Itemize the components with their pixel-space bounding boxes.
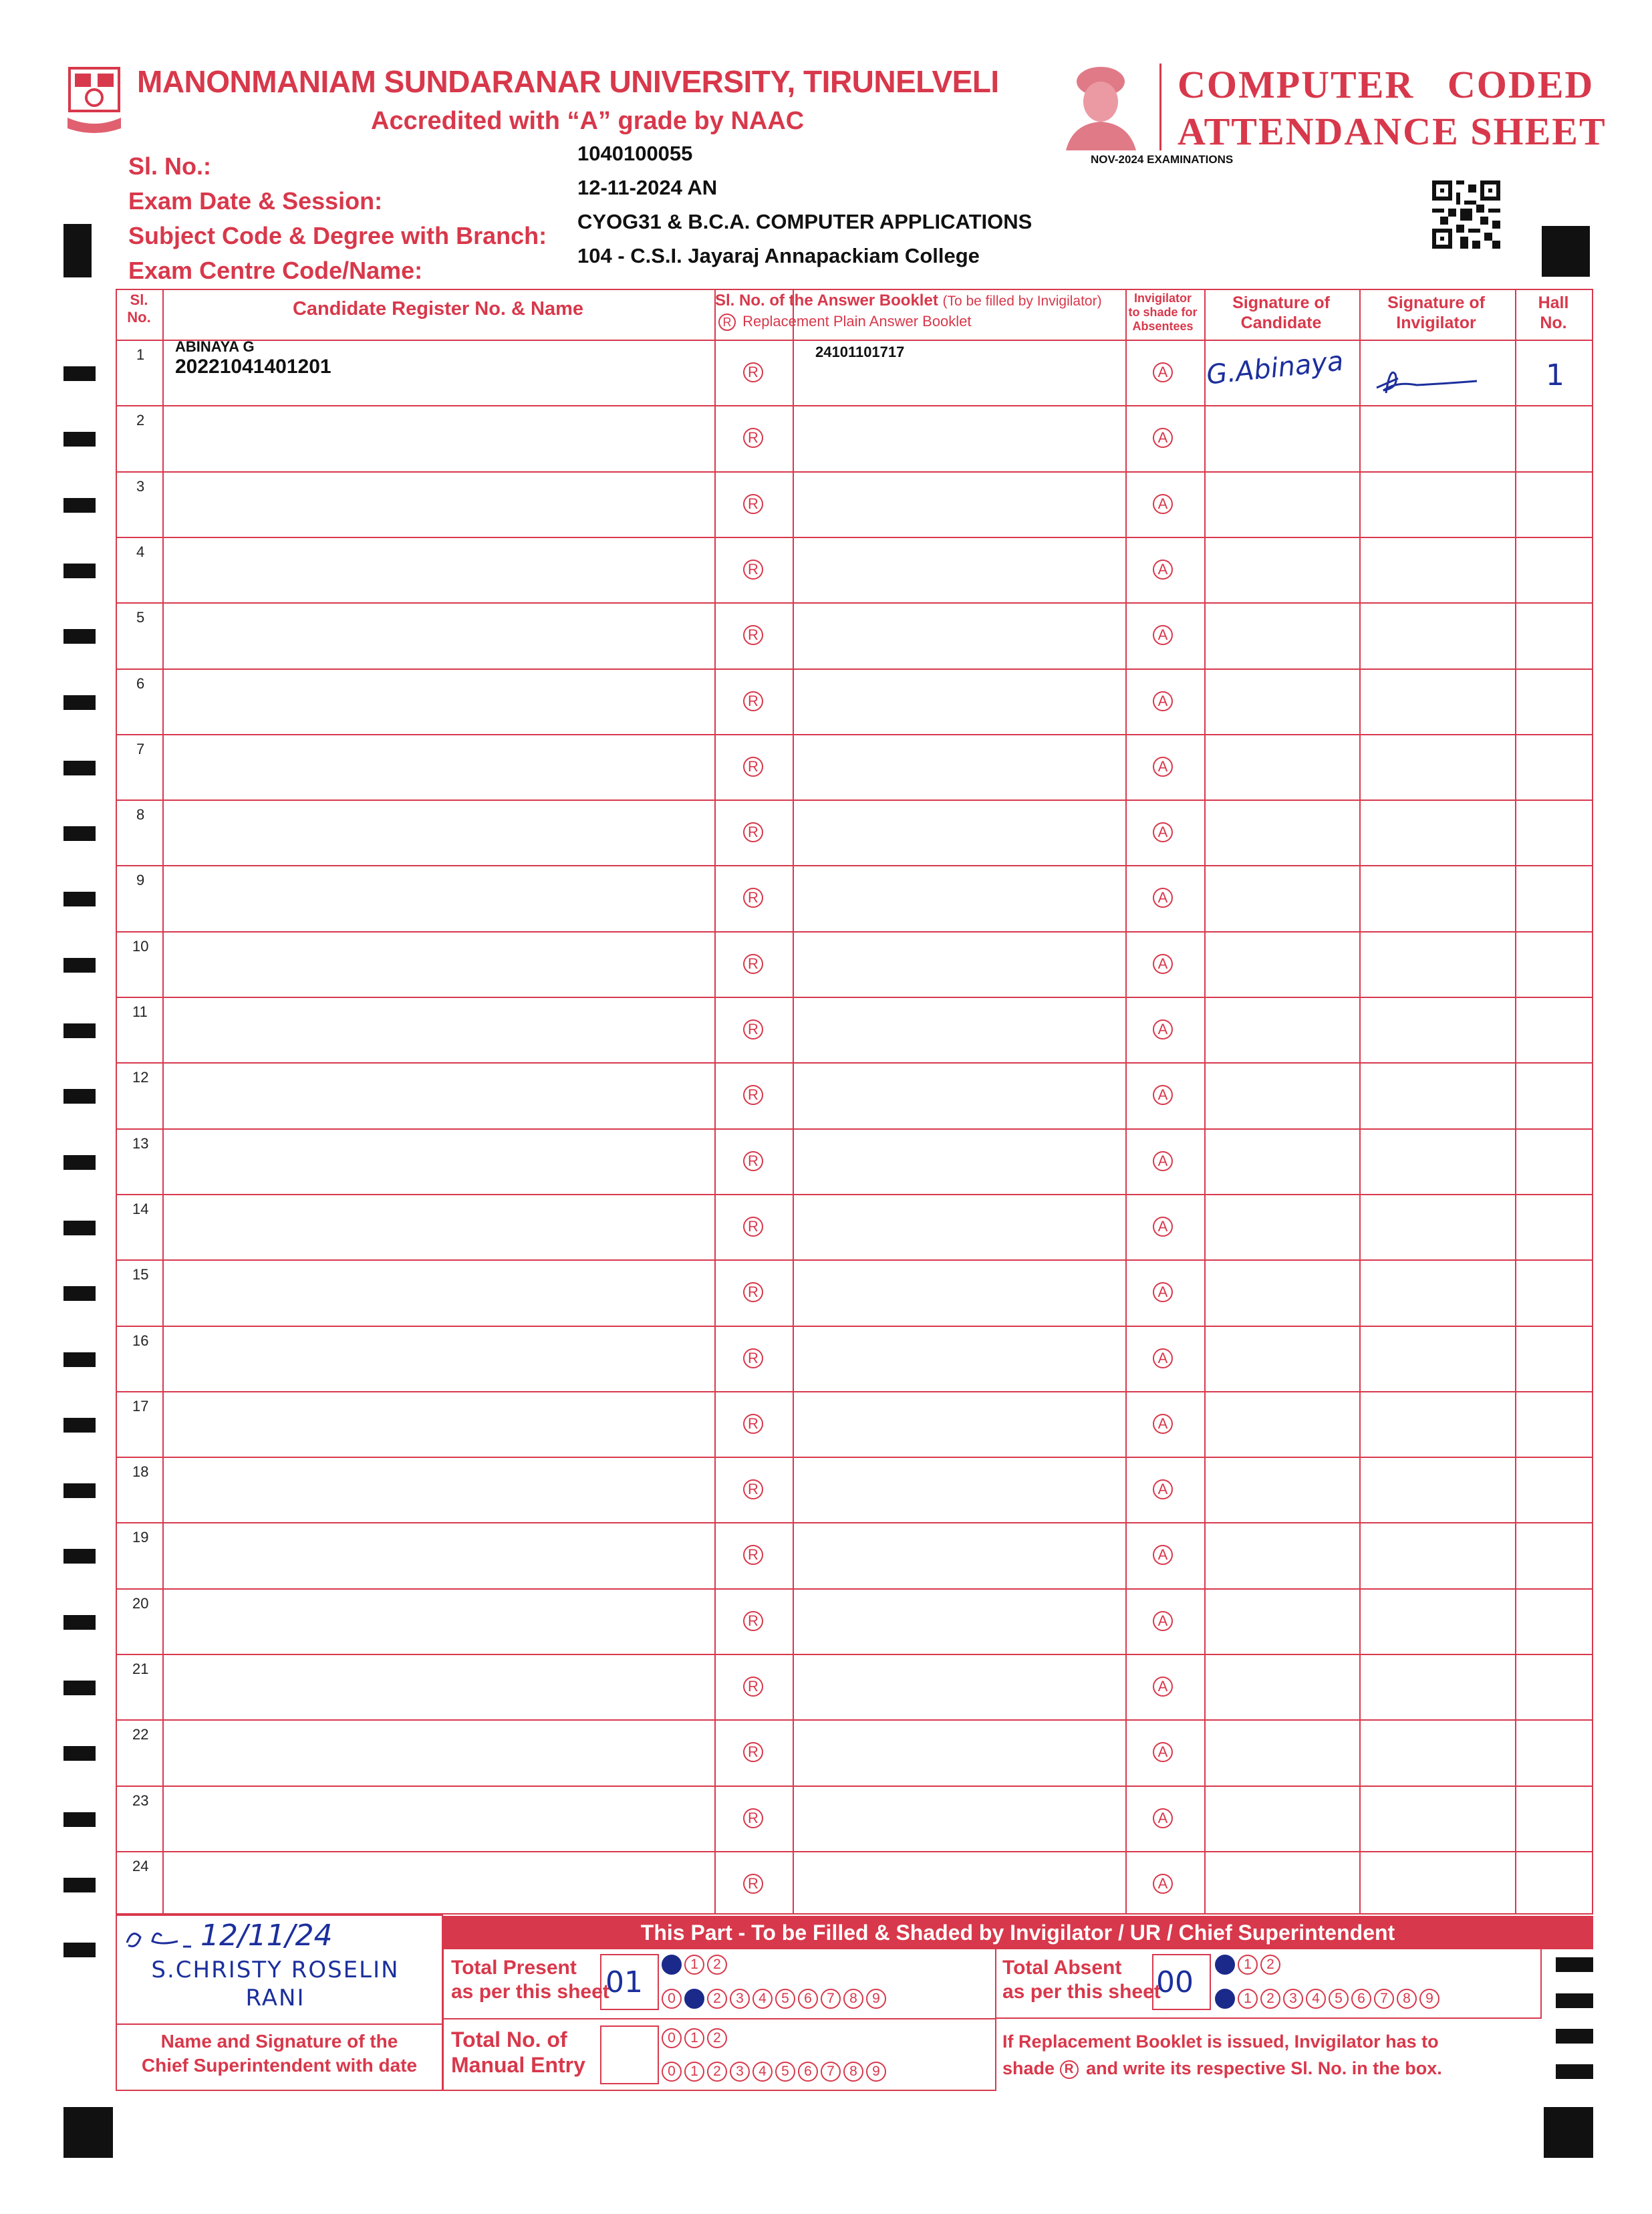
exam-date-label: Exam Date & Session: (128, 187, 383, 215)
absentee-bubble[interactable]: A (1153, 625, 1173, 645)
row-sl-no: 5 (136, 609, 145, 626)
row-divider (117, 800, 1592, 801)
absentee-bubble[interactable]: A (1153, 691, 1173, 711)
footer-banner (442, 1916, 1593, 1949)
row-divider (117, 1851, 1592, 1852)
replacement-bubble[interactable]: R (743, 1874, 763, 1894)
digit-bubble[interactable]: 2 (1260, 1989, 1280, 2009)
absentee-bubble[interactable]: A (1153, 822, 1173, 842)
row-divider (117, 340, 1592, 341)
digit-bubble[interactable]: 9 (866, 1989, 886, 2009)
digit-bubble[interactable]: 5 (775, 1989, 795, 2009)
timing-mark (63, 1352, 96, 1367)
timing-mark (63, 1812, 96, 1827)
absentee-bubble[interactable]: A (1153, 1479, 1173, 1499)
timing-mark (63, 629, 96, 644)
digit-bubble[interactable]: 9 (1419, 1989, 1439, 2009)
chief-signature-date: 12/11/24 (200, 1919, 333, 1953)
header-booklet (715, 291, 1123, 310)
row-divider (117, 1326, 1592, 1327)
row-sl-no: 17 (132, 1397, 149, 1414)
absentee-bubble[interactable]: A (1153, 757, 1173, 777)
founder-portrait (1059, 60, 1143, 150)
replacement-bubble[interactable]: R (743, 1414, 763, 1434)
digit-bubble[interactable]: 0 (662, 2028, 682, 2048)
digit-bubble[interactable]: 2 (707, 2062, 727, 2082)
replacement-bubble[interactable]: R (743, 1282, 763, 1302)
digit-bubble[interactable]: 2 (1260, 1955, 1280, 1975)
digit-bubble[interactable]: 5 (775, 2062, 795, 2082)
timing-mark (63, 1221, 96, 1235)
timing-mark (63, 958, 96, 973)
absentee-bubble[interactable]: A (1153, 362, 1173, 382)
header-signature-candidate: Signature of Candidate (1232, 293, 1330, 332)
row-divider (117, 734, 1592, 735)
digit-bubble[interactable]: 5 (1329, 1989, 1349, 2009)
total-present-label: Total Present as per this sheet (451, 1957, 609, 2003)
subject-value: CYOG31 & B.C.A. COMPUTER APPLICATIONS (577, 210, 1032, 233)
replacement-bubble[interactable]: R (743, 1217, 763, 1237)
timing-mark (63, 1418, 96, 1433)
replacement-note-text: If Replacement Booklet is issued, Invigilator has to shade (1002, 2032, 1439, 2078)
digit-bubble[interactable]: 8 (1397, 1989, 1417, 2009)
absentee-bubble[interactable]: A (1153, 428, 1173, 448)
row-divider (117, 405, 1592, 406)
absentee-bubble[interactable]: A (1153, 1414, 1173, 1434)
header-booklet-sub (718, 313, 972, 331)
timing-mark (63, 1155, 96, 1170)
row-sl-no: 2 (136, 412, 145, 429)
row-sl-no: 20 (132, 1594, 149, 1612)
replacement-bubble[interactable]: R (743, 691, 763, 711)
chief-handwritten-name: S.CHRISTY ROSELIN RANI (151, 1957, 400, 2011)
candidate-register-no: 20221041401201 (175, 356, 331, 378)
replacement-bubble[interactable]: R (743, 1545, 763, 1565)
replacement-bubble[interactable]: R (743, 560, 763, 580)
row-sl-no: 12 (132, 1069, 149, 1086)
absentee-bubble[interactable]: A (1153, 1151, 1173, 1171)
replacement-bubble[interactable]: R (743, 494, 763, 514)
row-sl-no: 23 (132, 1792, 149, 1809)
timing-mark (63, 366, 96, 381)
replacement-note (1002, 2028, 1537, 2082)
row-divider (117, 1588, 1592, 1590)
header-divider (1159, 64, 1161, 150)
replacement-bubble[interactable]: R (743, 1479, 763, 1499)
replacement-bubble[interactable]: R (743, 1019, 763, 1039)
chief-divider (116, 2023, 443, 2025)
row-divider (117, 602, 1592, 604)
timing-mark (63, 1549, 96, 1564)
university-name: MANONMANIAM SUNDARANAR UNIVERSITY, TIRUNELVELI (137, 64, 999, 99)
replacement-bubble[interactable]: R (743, 1808, 763, 1828)
row-sl-no: 16 (132, 1332, 149, 1349)
absentee-bubble[interactable]: A (1153, 494, 1173, 514)
absentee-bubble[interactable]: A (1153, 1677, 1173, 1697)
absentee-bubble[interactable]: A (1153, 1085, 1173, 1105)
digit-bubble[interactable]: 0 (662, 2062, 682, 2082)
invigilator-signature (1370, 361, 1490, 401)
candidate-name: ABINAYA G (175, 338, 255, 355)
row-sl-no: 18 (132, 1463, 149, 1481)
timing-mark (63, 564, 96, 578)
digit-bubble[interactable]: 2 (707, 1955, 727, 1975)
row-sl-no: 8 (136, 806, 145, 824)
manual-tens-bubbles[interactable] (662, 2028, 730, 2048)
timing-mark (63, 432, 96, 447)
replacement-bubble[interactable]: R (743, 954, 763, 974)
row-divider (117, 1719, 1592, 1721)
digit-bubble[interactable]: 6 (798, 2062, 818, 2082)
digit-bubble[interactable]: 7 (821, 1989, 841, 2009)
replacement-bubble[interactable]: R (743, 1348, 763, 1368)
header-booklet-note: (To be filled by Invigilator) (942, 293, 1102, 309)
replacement-bubble[interactable]: R (743, 362, 763, 382)
absentee-bubble[interactable]: A (1153, 1217, 1173, 1237)
row-divider (117, 865, 1592, 866)
digit-bubble[interactable]: 9 (866, 2062, 886, 2082)
row-sl-no: 11 (132, 1003, 148, 1020)
replacement-bubble[interactable]: R (743, 428, 763, 448)
digit-bubble[interactable]: 3 (1283, 1989, 1303, 2009)
sheet-title-line2: ATTENDANCE SHEET (1178, 110, 1607, 153)
digit-bubble[interactable]: 1 (684, 2062, 704, 2082)
row-sl-no: 1 (136, 346, 145, 363)
footer-banner-text: This Part - To be Filled & Shaded by Invigilator / UR / Chief Superintendent (640, 1921, 1395, 1945)
timing-mark (63, 1878, 96, 1892)
manual-entry-box[interactable] (600, 2025, 659, 2084)
row-divider (117, 1786, 1592, 1787)
digit-bubble[interactable]: 1 (684, 1955, 704, 1975)
sl-no-value: 1040100055 (577, 142, 693, 165)
centre-label: Exam Centre Code/Name: (128, 257, 423, 284)
digit-bubble[interactable]: 7 (821, 2062, 841, 2082)
timing-mark (63, 1089, 96, 1104)
timing-mark (63, 1681, 96, 1695)
absentee-bubble[interactable]: A (1153, 1808, 1173, 1828)
row-divider (117, 1194, 1592, 1195)
manual-units-bubbles[interactable] (662, 2062, 889, 2082)
digit-bubble[interactable]: 1 (1238, 1989, 1258, 2009)
digit-bubble[interactable]: 0 (1215, 1955, 1235, 1975)
row-sl-no: 4 (136, 543, 145, 560)
replacement-bubble[interactable]: R (743, 822, 763, 842)
absentee-bubble[interactable]: A (1153, 1611, 1173, 1631)
row-sl-no: 14 (132, 1200, 149, 1217)
digit-bubble[interactable]: 2 (707, 1989, 727, 2009)
row-sl-no: 24 (132, 1857, 149, 1874)
timing-mark (63, 695, 96, 710)
alignment-mark (63, 224, 92, 277)
timing-mark (63, 1746, 96, 1761)
answer-booklet-no: 24101101717 (815, 344, 905, 360)
row-sl-no: 19 (132, 1529, 149, 1546)
row-sl-no: 9 (136, 872, 145, 889)
row-sl-no: 13 (132, 1134, 149, 1152)
sl-no-label: Sl. No.: (128, 152, 211, 180)
hall-no-value: 1 (1546, 358, 1564, 392)
absent-units-bubbles[interactable] (1215, 1989, 1442, 2009)
replacement-note-tail: and write its respective Sl. No. in the box. (1086, 2058, 1442, 2078)
replacement-bubble[interactable]: R (743, 1611, 763, 1631)
qr-code (1432, 180, 1500, 249)
row-sl-no: 22 (132, 1726, 149, 1743)
row-sl-no: 10 (132, 937, 149, 955)
digit-bubble[interactable]: 4 (1306, 1989, 1326, 2009)
digit-bubble[interactable]: 7 (1374, 1989, 1394, 2009)
absentee-bubble[interactable]: A (1153, 954, 1173, 974)
row-divider (117, 1654, 1592, 1655)
row-divider (117, 1391, 1592, 1392)
total-absent-value: 00 (1156, 1965, 1194, 1999)
digit-bubble[interactable]: 0 (662, 1989, 682, 2009)
absentee-bubble[interactable]: A (1153, 1282, 1173, 1302)
exam-date-value: 12-11-2024 AN (577, 176, 718, 199)
present-units-bubbles[interactable] (662, 1989, 889, 2009)
exam-session-label: NOV-2024 EXAMINATIONS (1091, 153, 1234, 166)
header-hall-no: Hall No. (1538, 293, 1569, 332)
timing-mark (63, 761, 96, 775)
absentee-bubble[interactable]: A (1153, 1348, 1173, 1368)
digit-bubble[interactable]: 1 (684, 2028, 704, 2048)
alignment-mark (1542, 226, 1590, 277)
chief-label: Name and Signature of the Chief Superintendent with date (141, 2031, 418, 2076)
total-absent-label: Total Absent as per this sheet (1002, 1957, 1161, 2003)
row-divider (117, 668, 1592, 670)
row-divider (117, 471, 1592, 473)
header-signature-invigilator: Signature of Invigilator (1387, 293, 1485, 332)
absent-tens-bubbles[interactable] (1215, 1955, 1283, 1975)
replacement-bubble[interactable]: R (743, 1085, 763, 1105)
row-sl-no: 3 (136, 477, 145, 495)
digit-bubble[interactable]: 3 (730, 2062, 750, 2082)
header-sl-no: Sl. No. (127, 291, 151, 326)
row-divider (117, 931, 1592, 933)
chief-signature-mark (122, 1923, 202, 1956)
header-absentees: Invigilator to shade for Absentees (1128, 291, 1198, 333)
timing-mark (63, 1023, 96, 1038)
digit-bubble[interactable]: 0 (1215, 1989, 1235, 2009)
digit-bubble[interactable]: 8 (843, 2062, 863, 2082)
digit-bubble[interactable]: 6 (1351, 1989, 1371, 2009)
row-divider (117, 1062, 1592, 1064)
sheet-title-line1: COMPUTER CODED (1178, 63, 1595, 106)
digit-bubble[interactable]: 0 (662, 1955, 682, 1975)
digit-bubble[interactable]: 1 (684, 1989, 704, 2009)
row-divider (117, 537, 1592, 538)
candidate-signature: G.Abinaya (1205, 346, 1345, 391)
replacement-bubble[interactable]: R (743, 1677, 763, 1697)
timing-mark (63, 1943, 96, 1957)
attendance-table (116, 289, 1593, 1915)
subject-label: Subject Code & Degree with Branch: (128, 222, 547, 249)
row-divider (117, 1259, 1592, 1261)
digit-bubble[interactable]: 8 (843, 1989, 863, 2009)
absentee-bubble[interactable]: A (1153, 1545, 1173, 1565)
header-booklet-subtext: Replacement Plain Answer Booklet (742, 313, 972, 330)
replacement-bubble[interactable]: R (743, 757, 763, 777)
row-sl-no: 7 (136, 740, 145, 757)
row-divider (117, 997, 1592, 998)
row-divider (117, 1128, 1592, 1130)
digit-bubble[interactable]: 4 (752, 1989, 773, 2009)
accreditation-text: Accredited with “A” grade by NAAC (371, 107, 805, 135)
timing-mark (63, 826, 96, 841)
header-candidate: Candidate Register No. & Name (292, 298, 584, 320)
timing-mark (63, 1615, 96, 1630)
row-sl-no: 21 (132, 1660, 149, 1677)
digit-bubble[interactable]: 2 (707, 2028, 727, 2048)
row-divider (117, 1522, 1592, 1523)
replacement-r-icon: R (1060, 2060, 1079, 2079)
row-divider (117, 1457, 1592, 1458)
replacement-bubble[interactable]: R (743, 1742, 763, 1762)
header-booklet-title: Sl. No. of the Answer Booklet (715, 291, 938, 310)
timing-mark (63, 498, 96, 513)
digit-bubble[interactable]: 1 (1238, 1955, 1258, 1975)
alignment-mark (1544, 2107, 1593, 2158)
row-sl-no: 6 (136, 674, 145, 692)
manual-entry-label: Total No. of Manual Entry (451, 2027, 585, 2077)
absentee-bubble[interactable]: A (1153, 888, 1173, 908)
present-tens-bubbles[interactable] (662, 1955, 730, 1975)
absentee-bubble[interactable]: A (1153, 560, 1173, 580)
alignment-mark (63, 2107, 113, 2158)
replacement-r-icon: R (718, 314, 736, 331)
digit-bubble[interactable]: 6 (798, 1989, 818, 2009)
replacement-bubble[interactable]: R (743, 625, 763, 645)
replacement-bubble[interactable]: R (743, 1151, 763, 1171)
timing-mark (63, 1483, 96, 1498)
digit-bubble[interactable]: 4 (752, 2062, 773, 2082)
timing-mark (63, 1286, 96, 1301)
present-divider (442, 2018, 996, 2019)
university-logo (64, 64, 124, 138)
absentee-bubble[interactable]: A (1153, 1874, 1173, 1894)
replacement-bubble[interactable]: R (743, 888, 763, 908)
digit-bubble[interactable]: 3 (730, 1989, 750, 2009)
total-present-value: 01 (605, 1965, 643, 1999)
row-sl-no: 15 (132, 1266, 149, 1283)
centre-value: 104 - C.S.I. Jayaraj Annapackiam College (577, 244, 980, 267)
absentee-bubble[interactable]: A (1153, 1019, 1173, 1039)
timing-mark (63, 892, 96, 906)
absentee-bubble[interactable]: A (1153, 1742, 1173, 1762)
